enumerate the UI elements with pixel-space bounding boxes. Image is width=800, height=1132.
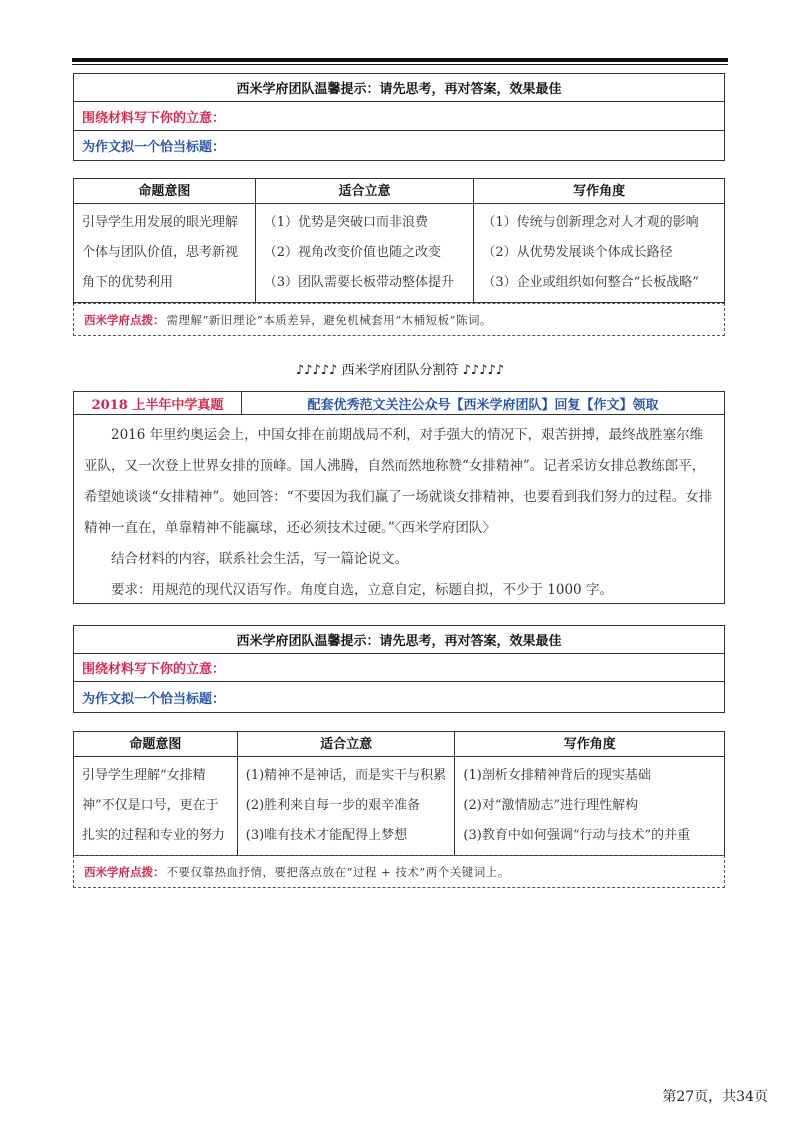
tip-box-2: [73, 625, 725, 713]
top-rule: [72, 58, 728, 62]
exam-header: [73, 391, 725, 415]
note-label: 西米学府点拨：: [84, 312, 165, 327]
header-intent: 命题意图: [74, 179, 256, 204]
themes-cell: [237, 757, 455, 856]
header-intent: 命题意图: [74, 732, 238, 757]
passage-paragraph: 要求：用规范的现代汉语写作。角度自选，立意自定，标题自拟，不少于 1000 字。: [111, 582, 613, 598]
page-number: 第27页，共34页: [662, 1089, 768, 1105]
analysis-table-1: [73, 178, 725, 303]
theme-item: （1）优势是突破口而非浪费: [263, 215, 428, 230]
angle-item: (3)教育中如何强调“行动与技术”的并重: [463, 828, 691, 843]
header-themes: 适合立意: [255, 179, 474, 204]
angle-item: （3）企业或组织如何整合“长板战略”: [482, 275, 699, 290]
theme-item: (3)唯有技术才能配得上梦想: [245, 828, 408, 843]
theme-item: （2）视角改变价值也随之改变: [263, 245, 441, 260]
intent-cell: 引导学生用发展的眼光理解个体与团队价值，思考新视角下的优势利用: [74, 204, 256, 303]
tip-box-1: [73, 73, 725, 161]
top-rule-thin: [72, 64, 728, 65]
angles-cell: [474, 204, 725, 303]
title-prompt: 为作文拟一个恰当标题：: [82, 140, 226, 155]
passage-paragraph: 结合材料的内容，联系社会生活，写一篇论说文。: [111, 551, 408, 567]
themes-cell: [255, 204, 474, 303]
analysis-table-2: [73, 731, 725, 856]
header-angles: 写作角度: [474, 179, 725, 204]
tip-note-1: [73, 303, 725, 336]
header-themes: 适合立意: [237, 732, 455, 757]
title-prompt: 为作文拟一个恰当标题：: [82, 691, 226, 707]
theme-item: （3）团队需要长板带动整体提升: [263, 275, 454, 290]
promo-text: 配套优秀范文关注公众号【西米学府团队】回复【作文】领取: [307, 397, 659, 413]
theme-prompt: 围绕材料写下你的立意：: [74, 654, 724, 682]
theme-item: (1)精神不是神话，而是实干与积累: [245, 768, 447, 783]
note-label: 西米学府点拨：: [84, 864, 165, 879]
exam-label: 2018 上半年中学真题: [74, 392, 242, 414]
angles-cell: [455, 757, 725, 856]
tip-title: 西米学府团队温馨提示：请先思考，再对答案，效果最佳: [74, 74, 724, 102]
note-text: 不要仅靠热血抒情，要把落点放在“过程 + 技术”两个关键词上。: [166, 864, 510, 879]
angle-item: （2）从优势发展谈个体成长路径: [482, 245, 673, 260]
theme-item: (2)胜利来自每一步的艰辛准备: [245, 798, 421, 813]
intent-cell: 引导学生理解“女排精神”不仅是口号，更在于扎实的过程和专业的努力: [74, 757, 238, 856]
tip-title: 西米学府团队温馨提示：请先思考，再对答案，效果最佳: [74, 626, 724, 654]
note-text: 需理解“新旧理论”本质差异，避免机械套用“木桶短板”陈词。: [166, 312, 493, 327]
theme-prompt: 围绕材料写下你的立意：: [74, 102, 724, 131]
tip-note-2: [73, 855, 725, 888]
angle-item: (2)对“激情励志”进行理性解构: [463, 798, 639, 813]
angle-item: （1）传统与创新理念对人才观的影响: [482, 215, 699, 230]
angle-item: (1)剖析女排精神背后的现实基础: [463, 768, 651, 783]
section-divider: ♪♪♪♪♪ 西米学府团队分割符 ♪♪♪♪♪: [295, 363, 505, 378]
header-angles: 写作角度: [455, 732, 725, 757]
exam-passage: [73, 414, 725, 604]
passage-paragraph: 2016 年里约奥运会上，中国女排在前期战局不利，对手强大的情况下，艰苦拼搏，最终战胜塞尔维亚队，又一次登上世界女排的顶峰。国人沸腾，自然而然地称赞“女排精神”。记者采访女排总教练郎平，希望她谈谈“女排精神”。她回答：“不要因为我们赢了一场就谈女排精神，也要看到我们努力的过程。女排精神一直在，单靠精神不能赢球，还必须技术过硬。”〈西米学府团队〉: [84, 427, 713, 536]
